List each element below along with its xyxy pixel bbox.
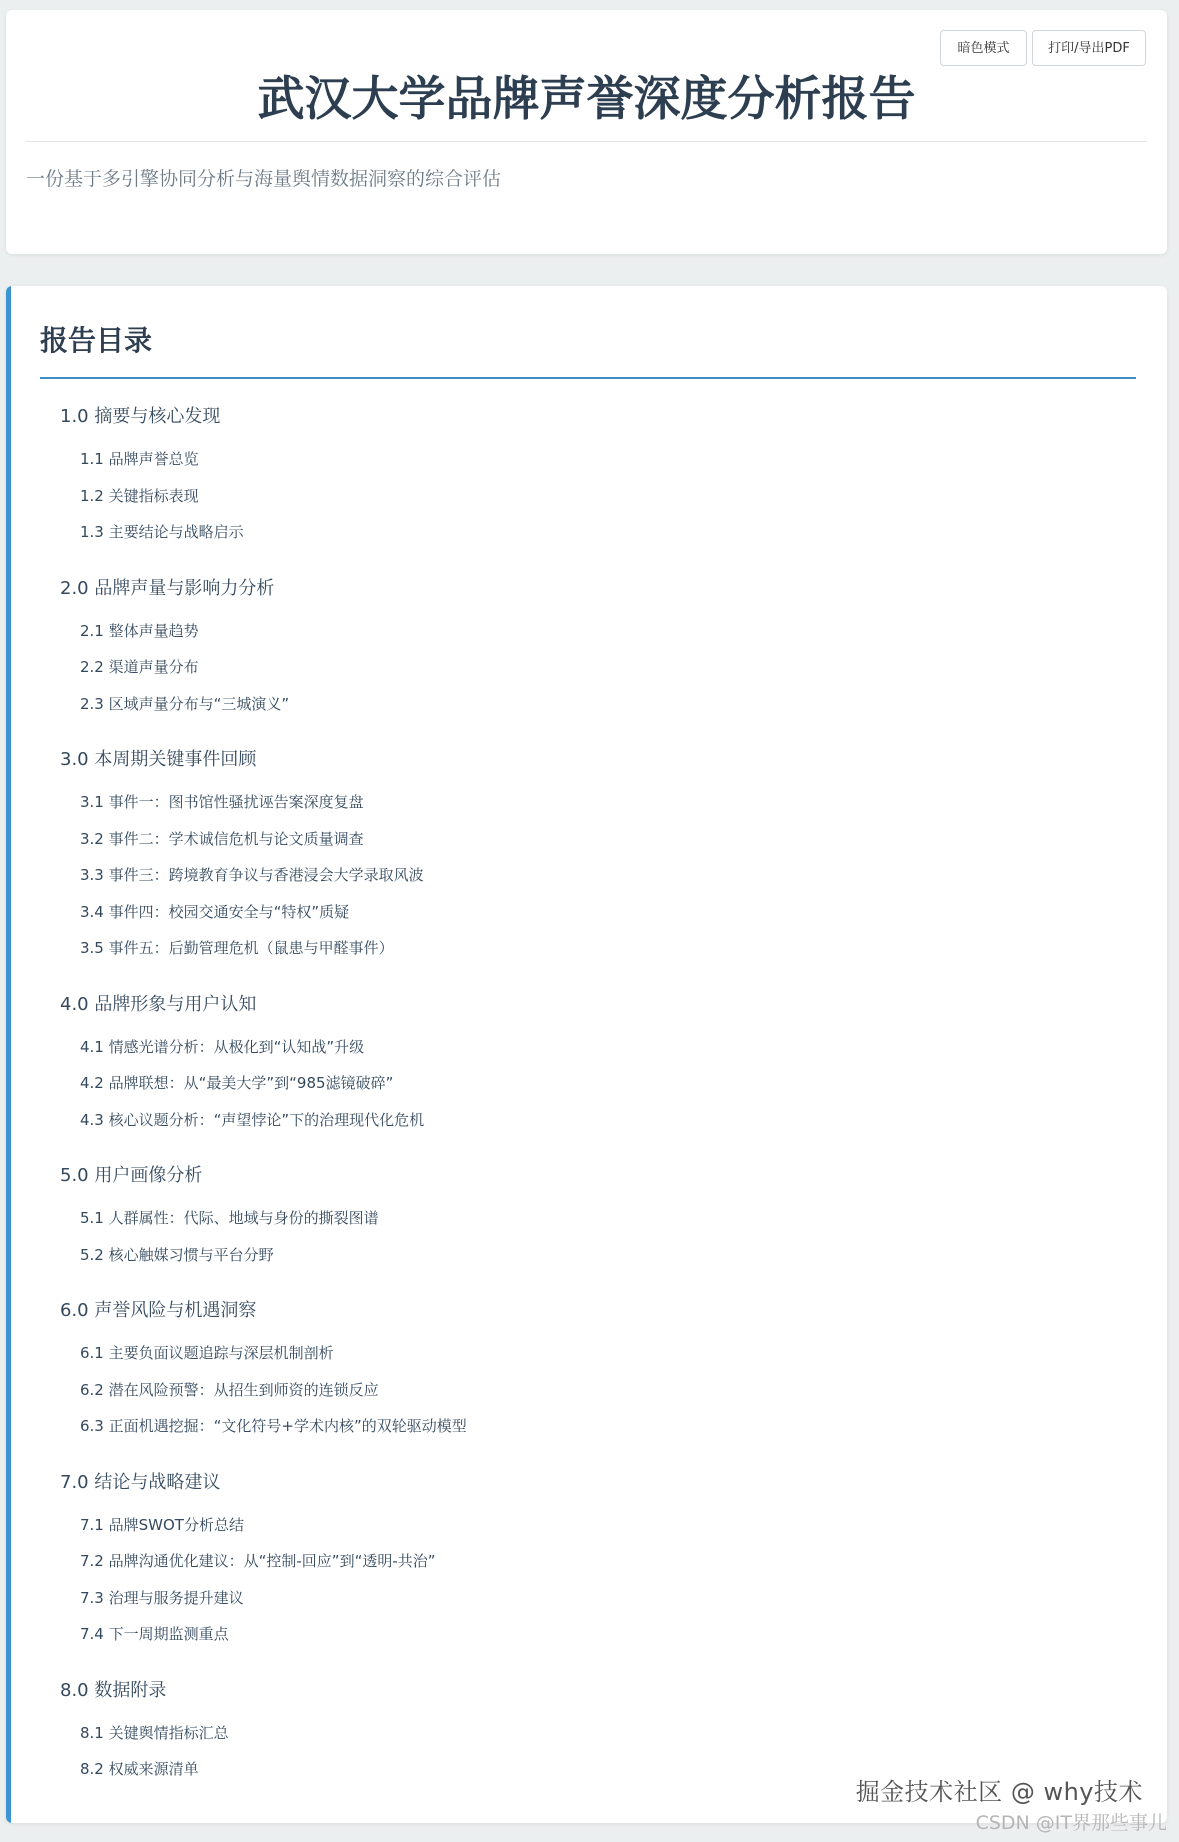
toc-subsection-link[interactable]: 3.5 事件五：后勤管理危机（鼠患与甲醛事件） <box>80 939 394 957</box>
toc-subsection-link[interactable]: 1.1 品牌声誉总览 <box>80 450 199 468</box>
toc-subsection-link[interactable]: 2.2 渠道声量分布 <box>80 658 199 676</box>
toc-subsection-link[interactable]: 3.2 事件二：学术诚信危机与论文质量调查 <box>80 829 364 848</box>
toc-subsection-link[interactable]: 1.3 主要结论与战略启示 <box>80 523 244 541</box>
table-of-contents <box>6 286 1167 1823</box>
toc-subsection-link[interactable]: 7.2 品牌沟通优化建议：从“控制-回应”到“透明-共治” <box>80 1552 436 1570</box>
toc-list <box>60 393 1120 1802</box>
toc-subsection-link[interactable]: 4.1 情感光谱分析：从极化到“认知战”升级 <box>80 1037 365 1056</box>
toc-subsection-link[interactable]: 4.2 品牌联想：从“最美大学”到“985滤镜破碎” <box>80 1074 394 1092</box>
report-header <box>6 10 1167 254</box>
title-divider <box>26 141 1147 142</box>
toc-section <box>60 1459 1120 1653</box>
toc-subsection-link[interactable]: 3.3 事件三：跨境教育争议与香港浸会大学录取风波 <box>80 866 424 884</box>
toc-section-link[interactable]: 4.0 品牌形象与用户认知 <box>60 993 257 1015</box>
toc-section-link[interactable]: 6.0 声誉风险与机遇洞察 <box>60 1300 257 1321</box>
report-title: 武汉大学品牌声誉深度分析报告 <box>257 72 916 127</box>
toc-section-link[interactable]: 7.0 结论与战略建议 <box>60 1471 221 1493</box>
toc-section <box>60 1287 1120 1445</box>
toc-subsection-link[interactable]: 1.2 关键指标表现 <box>80 486 199 505</box>
toc-title: 报告目录 <box>40 324 153 357</box>
toc-subsection-link[interactable]: 6.1 主要负面议题追踪与深层机制剖析 <box>80 1344 334 1362</box>
toc-subsection-link[interactable]: 2.1 整体声量趋势 <box>80 621 199 640</box>
toc-subsection-link[interactable]: 6.3 正面机遇挖掘：“文化符号+学术内核”的双轮驱动模型 <box>80 1417 467 1435</box>
toc-subsection-link[interactable]: 4.3 核心议题分析：“声望悖论”下的治理现代化危机 <box>80 1110 425 1129</box>
toc-subsection-link[interactable]: 6.2 潜在风险预警：从招生到师资的连锁反应 <box>80 1380 379 1399</box>
report-subtitle: 一份基于多引擎协同分析与海量舆情数据洞察的综合评估 <box>26 168 502 190</box>
toc-section-link[interactable]: 2.0 品牌声量与影响力分析 <box>60 577 275 599</box>
toc-subsection-link[interactable]: 3.1 事件一：图书馆性骚扰诬告案深度复盘 <box>80 793 364 811</box>
watermark: 掘金技术社区 @ why技术 <box>855 1778 1143 1806</box>
toc-subsection-link[interactable]: 7.3 治理与服务提升建议 <box>80 1588 244 1607</box>
toc-subsection-link[interactable]: 5.2 核心触媒习惯与平台分野 <box>80 1245 274 1264</box>
toc-accent-bar <box>6 286 11 1823</box>
toc-subsection-link[interactable]: 7.4 下一周期监测重点 <box>80 1625 229 1643</box>
toc-subsection-link[interactable]: 8.2 权威来源清单 <box>80 1760 199 1778</box>
toc-section-link[interactable]: 8.0 数据附录 <box>60 1679 167 1701</box>
toc-section <box>60 1152 1120 1273</box>
toc-divider <box>40 377 1136 379</box>
toc-section <box>60 565 1120 723</box>
toc-section-link[interactable]: 1.0 摘要与核心发现 <box>60 406 221 427</box>
watermark-source: CSDN @IT界那些事儿 <box>975 1812 1167 1834</box>
toc-subsection-link[interactable]: 3.4 事件四：校园交通安全与“特权”质疑 <box>80 902 350 921</box>
toc-subsection-link[interactable]: 8.1 关键舆情指标汇总 <box>80 1723 229 1742</box>
toc-section-link[interactable]: 3.0 本周期关键事件回顾 <box>60 749 257 770</box>
toc-subsection-link[interactable]: 2.3 区域声量分布与“三城演义” <box>80 694 290 713</box>
toc-section <box>60 981 1120 1139</box>
toc-section <box>60 393 1120 551</box>
toc-section <box>60 736 1120 967</box>
toc-subsection-link[interactable]: 7.1 品牌SWOT分析总结 <box>80 1515 244 1534</box>
toc-section <box>60 1667 1120 1788</box>
dark-mode-button[interactable]: 暗色模式 <box>940 30 1027 66</box>
toc-section-link[interactable]: 5.0 用户画像分析 <box>60 1165 203 1186</box>
print-export-pdf-button[interactable]: 打印/导出PDF <box>1032 30 1146 66</box>
toc-subsection-link[interactable]: 5.1 人群属性：代际、地域与身份的撕裂图谱 <box>80 1209 379 1227</box>
